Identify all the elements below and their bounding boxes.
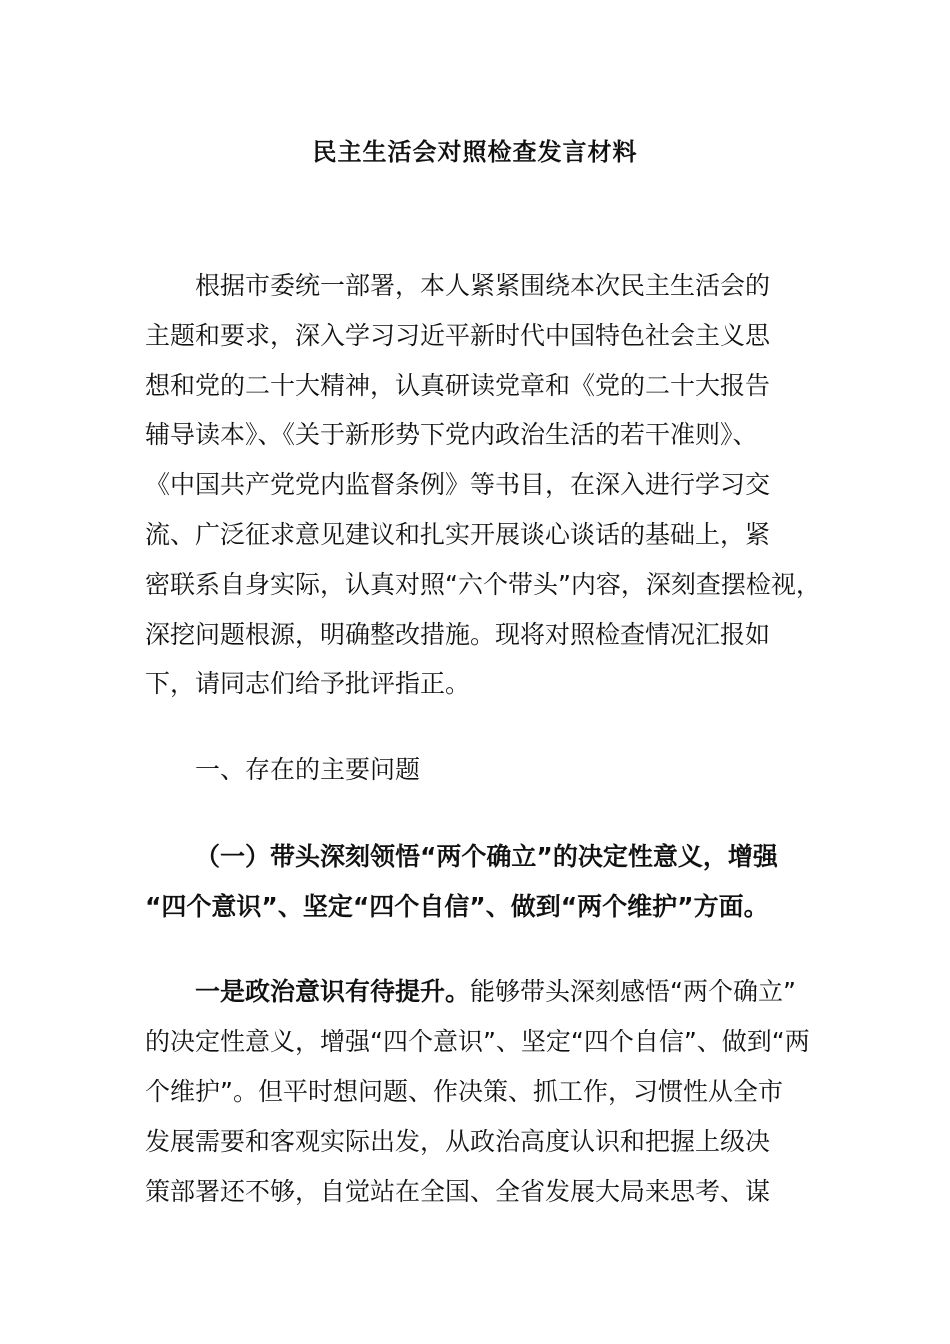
section-heading: 一、存在的主要问题 — [195, 755, 421, 784]
intro-line: 辅导读本》、《关于新形势下党内政治生活的若干准则》、 — [145, 420, 758, 449]
intro-line: 密联系自身实际，认真对照“六个带头”内容，深刻查摆检视， — [145, 570, 821, 599]
point-first-line — [195, 975, 796, 1009]
subsection-heading-line: （一）带头深刻领悟“两个确立”的决定性意义，增强 — [195, 842, 778, 871]
intro-line: 想和党的二十大精神，认真研读党章和《党的二十大报告 — [145, 371, 771, 400]
intro-line: 《中国共产党党内监督条例》等书目，在深入进行学习交 — [145, 470, 771, 499]
intro-line: 流、广泛征求意见建议和扎实开展谈心谈话的基础上，紧 — [145, 520, 771, 549]
intro-line: 下，请同志们给予批评指正。 — [145, 669, 471, 698]
point-line: 个维护”。但平时想问题、作决策、抓工作，习惯性从全市 — [145, 1077, 783, 1106]
intro-line: 深挖问题根源，明确整改措施。现将对照检查情况汇报如 — [145, 620, 771, 649]
point-lead: 一是政治意识有待提升。 — [195, 977, 471, 1006]
point-first-rest: 能够带头深刻感悟“两个确立” — [470, 977, 796, 1006]
point-line: 发展需要和客观实际出发，从政治高度认识和把握上级决 — [145, 1127, 771, 1156]
document-title: 民主生活会对照检查发言材料 — [312, 138, 638, 166]
point-line: 的决定性意义，增强“四个意识”、坚定“四个自信”、做到“两 — [145, 1027, 810, 1056]
point-line: 策部署还不够，自觉站在全国、全省发展大局来思考、谋 — [145, 1177, 771, 1206]
intro-line: 根据市委统一部署，本人紧紧围绕本次民主生活会的 — [195, 271, 771, 300]
intro-line: 主题和要求，深入学习习近平新时代中国特色社会主义思 — [145, 321, 771, 350]
subsection-heading-line: “四个意识”、坚定“四个自信”、做到“两个维护”方面。 — [145, 892, 769, 921]
